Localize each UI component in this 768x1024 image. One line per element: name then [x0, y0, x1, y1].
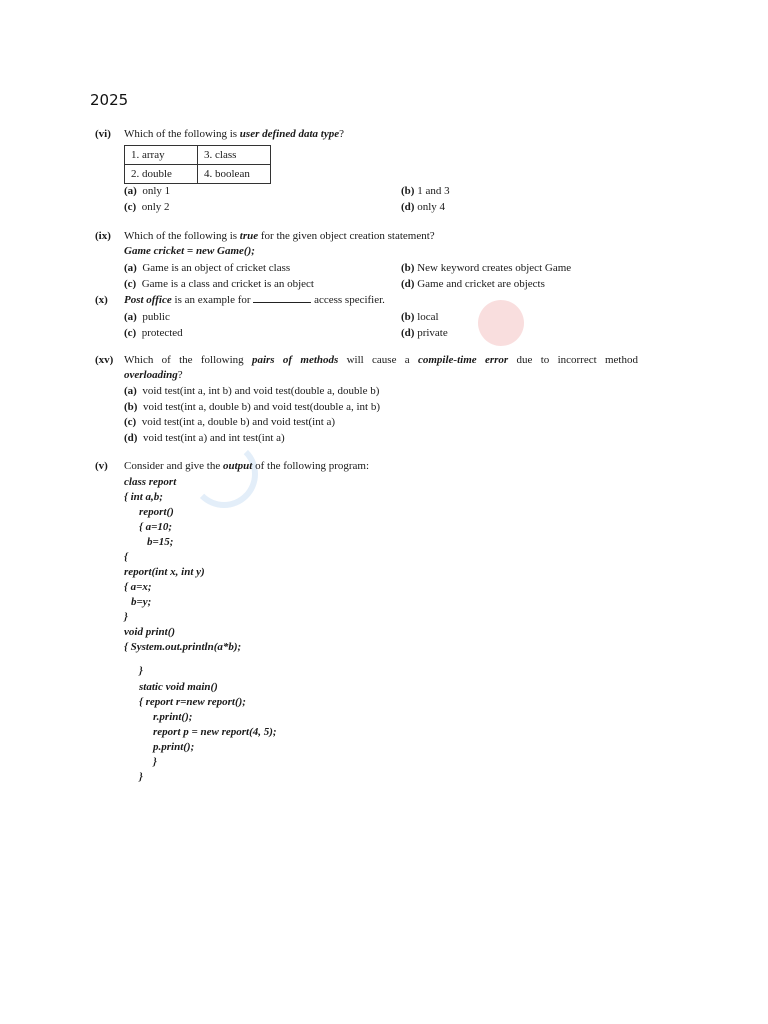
question-number: (xv) [95, 354, 114, 366]
code-line: { report r=new report(); [139, 696, 246, 708]
question-text [124, 293, 385, 307]
code-line: report(int x, int y) [124, 566, 205, 578]
text: Which of the following [124, 354, 252, 366]
option-text: void test(int a, double b) and void test(int a) [141, 416, 336, 428]
option-a [124, 384, 379, 398]
emphasis: output [222, 460, 253, 472]
emphasis: compile-time error [417, 354, 509, 366]
watermark-blue-arc [190, 440, 258, 508]
code-line: report() [139, 506, 174, 518]
code-line: { int a,b; [124, 491, 163, 503]
code-line: { a=x; [124, 581, 152, 593]
option-label: (d) [401, 278, 415, 290]
option-b [401, 184, 450, 198]
text: ? [339, 128, 344, 140]
table-cell: 2. double [125, 165, 198, 184]
code-line: void print() [124, 626, 176, 638]
fill-in-blank [253, 293, 311, 303]
option-label: (c) [124, 416, 137, 428]
option-text: void test(int a) and int test(int a) [142, 432, 285, 444]
option-a [124, 184, 170, 198]
watermark-red-arc [478, 300, 524, 346]
option-text: Game is a class and cricket is an object [141, 278, 314, 290]
question-number: (x) [95, 294, 108, 306]
option-text: local [417, 311, 439, 323]
code-line: { System.out.println(a*b); [124, 641, 242, 653]
code-line: { [124, 551, 128, 563]
option-b [401, 310, 439, 324]
option-text: New keyword creates object Game [417, 262, 572, 274]
table-row [125, 146, 271, 165]
code-statement: Game cricket = new Game(); [124, 245, 255, 257]
option-d [401, 200, 445, 214]
option-c [124, 326, 183, 340]
option-label: (b) [124, 401, 138, 413]
option-label: (a) [124, 262, 137, 274]
question-text-continued [124, 368, 183, 382]
option-d [401, 277, 545, 291]
option-text: only 2 [141, 201, 170, 213]
question-text [124, 353, 638, 367]
code-line: } [139, 665, 143, 677]
emphasis: user defined data type [239, 128, 340, 140]
text: Consider and give the [124, 460, 223, 472]
table-cell: 1. array [125, 146, 198, 165]
option-text: Game and cricket are objects [417, 278, 545, 290]
option-text: Game is an object of cricket class [142, 262, 291, 274]
option-text: private [417, 327, 448, 339]
code-line: } [153, 756, 157, 768]
table-cell: 3. class [198, 146, 271, 165]
text: is an example for [171, 294, 254, 306]
text: will cause a [338, 354, 418, 366]
option-d [401, 326, 448, 340]
option-label: (c) [124, 278, 137, 290]
option-label: (b) [401, 311, 415, 323]
option-text: only 1 [142, 185, 171, 197]
option-label: (c) [124, 327, 137, 339]
emphasis: true [239, 230, 259, 242]
emphasis: overloading [124, 369, 178, 381]
option-label: (d) [401, 327, 415, 339]
option-label: (b) [401, 262, 415, 274]
choice-table [124, 145, 271, 184]
option-text: only 4 [417, 201, 446, 213]
option-label: (a) [124, 385, 137, 397]
option-d [124, 431, 285, 445]
code-line: p.print(); [153, 741, 195, 753]
text: ? [177, 369, 183, 381]
option-label: (b) [401, 185, 415, 197]
option-b [401, 261, 571, 275]
code-line: static void main() [139, 681, 218, 693]
table-cell: 4. boolean [198, 165, 271, 184]
option-text: public [142, 311, 170, 323]
question-text [124, 459, 369, 473]
text: of the following program: [252, 460, 370, 472]
option-label: (d) [124, 432, 138, 444]
text: access specifier. [311, 294, 385, 306]
code-line: class report [124, 476, 177, 488]
table-row [125, 165, 271, 184]
code-line: r.print(); [153, 711, 193, 723]
question-number: (ix) [95, 230, 111, 242]
option-text: void test(int a, int b) and void test(double a, double b) [142, 385, 380, 397]
option-label: (a) [124, 311, 137, 323]
option-label: (c) [124, 201, 137, 213]
emphasis: Post office [124, 294, 172, 306]
option-c [124, 415, 335, 429]
option-c [124, 200, 170, 214]
option-a [124, 310, 170, 324]
emphasis: pairs of methods [251, 354, 339, 366]
text: for the given object creation statement? [258, 230, 435, 242]
question-number: (v) [95, 460, 108, 472]
text: Which of the following is [124, 230, 240, 242]
option-c [124, 277, 314, 291]
code-line: report p = new report(4, 5); [153, 726, 277, 738]
text: Which of the following is [124, 128, 240, 140]
option-a [124, 261, 290, 275]
question-text [124, 229, 435, 243]
option-label: (a) [124, 185, 137, 197]
question-text [124, 127, 344, 141]
option-label: (d) [401, 201, 415, 213]
code-line: { a=10; [139, 521, 173, 533]
code-line: b=y; [131, 596, 152, 608]
code-line: b=15; [147, 536, 174, 548]
question-number: (vi) [95, 128, 111, 140]
text: due to incorrect method [508, 354, 638, 366]
code-line: } [124, 611, 128, 623]
code-line: } [139, 771, 143, 783]
option-text: void test(int a, double b) and void test(double a, int b) [142, 401, 381, 413]
option-b [124, 400, 380, 414]
option-text: 1 and 3 [417, 185, 450, 197]
year-heading: 2025 [90, 91, 129, 109]
option-text: protected [141, 327, 183, 339]
